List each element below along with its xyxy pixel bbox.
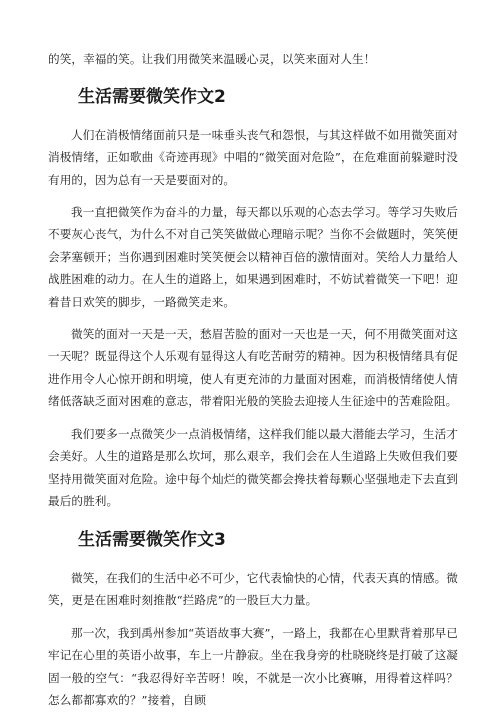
section2-paragraph-3: 微笑的面对一天是一天，愁眉苦脸的面对一天也是一天，何不用微笑面对这一天呢？既显得这个人乐观有显得这人有吃苦耐劳的精神。因为积极情绪具有促进作用令人心惊开朗和明境，使人有更充沛的力量面对困难，而消极情绪使人情绪低落缺乏面对困难的意志，带着阳光般的笑脸去迎接人生征途中的苦难险阻。 [48,327,458,409]
section3-paragraph-2: 那一次，我到禹州参加“英语故事大赛”，一路上，我都在心里默背着那早已牢记在心里的英语小故事，车上一片静寂。坐在我身旁的杜晓晓终是打破了这凝固一般的空气：“我忍得好辛苦呀！唉，不就是一次小比赛嘛，用得着这样吗？怎么都都寡欢的？”接着，自顾 [48,626,458,708]
section-heading-3: 生活需要微笑作文3 [78,530,226,550]
section3-paragraph-1: 微笑，在我们的生活中必不可少，它代表愉快的心情，代表天真的情感。微笑，更是在困难时刻推散“拦路虎”的一股巨大力量。 [48,571,458,608]
section2-paragraph-4: 我们要多一点微笑少一点消极情绪，这样我们能以最大潜能去学习，生活才会美好。人生的道路是那么坎坷，那么艰辛，我们会在人生道路上失败但我们要坚持用微笑面对危险。途中每个灿烂的微笑都会搀扶着每颗心坚强地走下去直到最后的胜利。 [48,427,458,509]
section-heading-2: 生活需要微笑作文2 [78,87,226,107]
intro-paragraph: 的笑，幸福的笑。让我们用微笑来温暖心灵，以笑来面对人生！ [48,52,376,66]
section2-paragraph-2: 我一直把微笑作为奋斗的力量，每天都以乐观的心态去学习。等学习失败后不要灰心丧气，为什么不对自己笑笑做做心理暗示呢？当你不会做题时，笑笑便会茅塞顿开；当你遇到困难时笑笑便会以精神百倍的激情面对。笑给人力量给人战胜困难的动力。在人生的道路上，如果遇到困难时，不妨试着微笑一下吧！迎着昔日欢笑的脚步，一路微笑走来。 [48,205,458,309]
section2-paragraph-1: 人们在消极情绪面前只是一味垂头丧气和怨恨，与其这样做不如用微笑面对消极情绪，正如歌曲《奇迹再现》中唱的“微笑面对危险”，在危难面前躲避时没有用的，因为总有一天是要面对的。 [48,128,458,187]
